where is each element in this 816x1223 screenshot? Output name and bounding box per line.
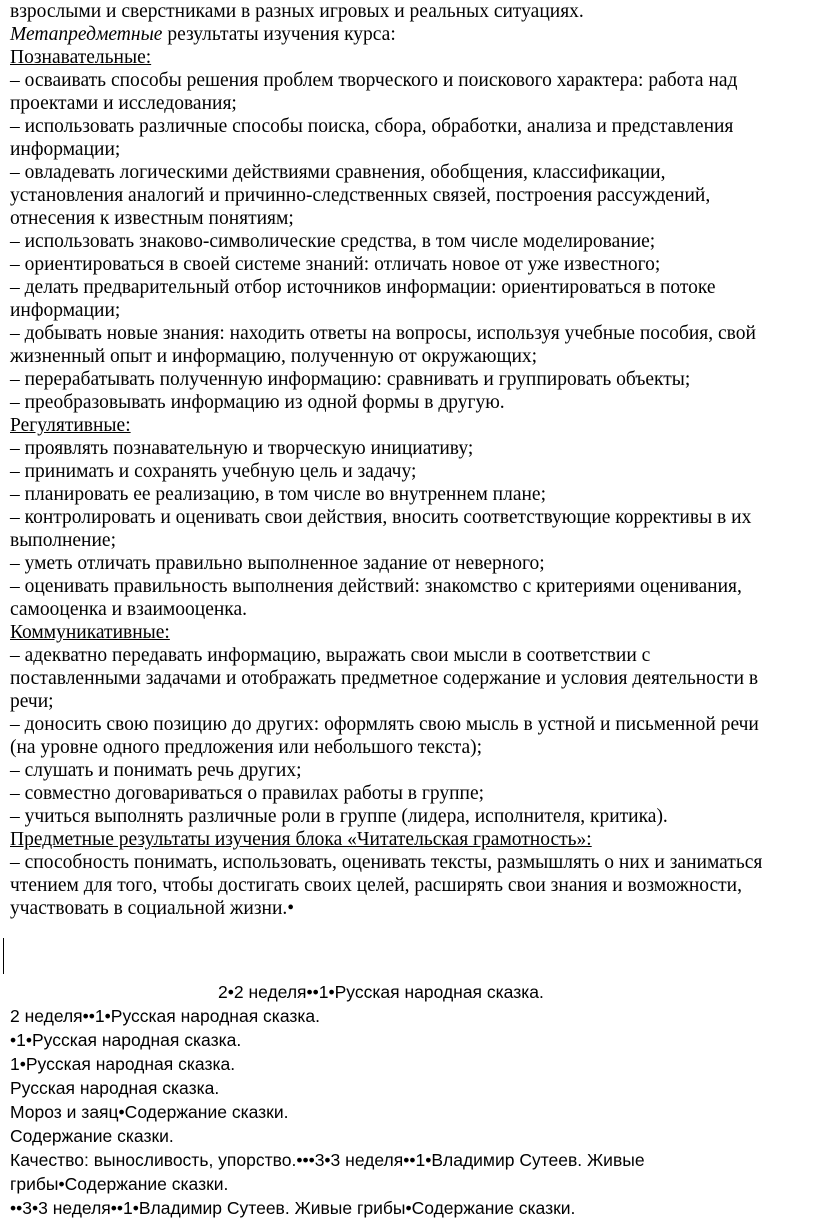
text-line: взрослыми и сверстниками в разных игровых и реальных ситуациях. <box>10 1 584 22</box>
section-heading: Регулятивные: <box>10 415 131 436</box>
section-heading: Предметные результаты изучения блока «Читательская грамотность»: <box>10 829 592 850</box>
text-line: – использовать различные способы поиска, сбора, обработки, анализа и представления <box>10 116 734 137</box>
text-line: – преобразовывать информацию из одной формы в другую. <box>10 392 505 413</box>
text-line: поставленными задачами и отображать предметное содержание и условия деятельности в <box>10 668 759 689</box>
text-line: Содержание сказки. <box>10 1126 174 1146</box>
text-line: жизненный опыт и информацию, полученную от окружающих; <box>10 346 538 367</box>
text-line: ••3•3 неделя••1•Владимир Сутеев. Живые грибы•Содержание сказки. <box>10 1198 576 1218</box>
text-line: самооценка и взаимооценка. <box>10 599 248 620</box>
text-line: – совместно договариваться о правилах работы в группе; <box>10 783 485 804</box>
text-line: установления аналогий и причинно-следственных связей, построения рассуждений, <box>10 185 711 206</box>
section-heading: Познавательные: <box>10 47 152 68</box>
text-line: 1•Русская народная сказка. <box>10 1054 236 1074</box>
text-line: Русская народная сказка. <box>10 1078 220 1098</box>
text-line: – проявлять познавательную и творческую инициативу; <box>10 438 474 459</box>
italic-term: Метапредметные <box>10 24 163 45</box>
cursor-bar <box>3 938 4 974</box>
text-line: грибы•Содержание сказки. <box>10 1174 229 1194</box>
text-line: информации; <box>10 300 121 321</box>
text-line: – доносить свою позицию до других: оформлять свою мысль в устной и письменной речи <box>10 714 759 735</box>
text-line: Качество: выносливость, упорство.•••3•3 неделя••1•Владимир Сутеев. Живые <box>10 1150 645 1170</box>
text-line: •1•Русская народная сказка. <box>10 1030 242 1050</box>
text-line: (на уровне одного предложения или небольшого текста); <box>10 737 483 758</box>
text-line: отнесения к известным понятиям; <box>10 208 294 229</box>
text-line: – учиться выполнять различные роли в группе (лидера, исполнителя, критика). <box>10 806 668 827</box>
text-line: Мороз и заяц•Содержание сказки. <box>10 1102 289 1122</box>
text-line: – принимать и сохранять учебную цель и задачу; <box>10 461 417 482</box>
text-line: информации; <box>10 139 121 160</box>
text-line: – добывать новые знания: находить ответы на вопросы, используя учебные пособия, свой <box>10 323 756 344</box>
text-line: Метапредметные результаты изучения курса: <box>10 24 396 45</box>
text-line: – планировать ее реализацию, в том числе во внутреннем плане; <box>10 484 547 505</box>
text-line: – оценивать правильность выполнения действий: знакомство с критериями оценивания, <box>10 576 742 597</box>
text-line: – овладевать логическими действиями сравнения, обобщения, классификации, <box>10 162 666 183</box>
text-line: 2 неделя••1•Русская народная сказка. <box>10 1006 321 1026</box>
text-line: – способность понимать, использовать, оценивать тексты, размышлять о них и заниматься <box>10 852 763 873</box>
text-line: – адекватно передавать информацию, выражать свои мысли в соответствии с <box>10 645 651 666</box>
text-line: чтением для того, чтобы достигать своих целей, расширять свои знания и возможности, <box>10 875 742 896</box>
text-line: – контролировать и оценивать свои действия, вносить соответствующие коррективы в их <box>10 507 752 528</box>
text-line: 2•2 неделя••1•Русская народная сказка. <box>218 982 544 1002</box>
text-line: – слушать и понимать речь других; <box>10 760 302 781</box>
text-line: – перерабатывать полученную информацию: сравнивать и группировать объекты; <box>10 369 691 390</box>
text-line: выполнение; <box>10 530 117 551</box>
text-line: – ориентироваться в своей системе знаний: отличать новое от уже известного; <box>10 254 661 275</box>
text-line: – уметь отличать правильно выполненное задание от неверного; <box>10 553 545 574</box>
section-heading: Коммуникативные: <box>10 622 170 643</box>
text-line: – делать предварительный отбор источников информации: ориентироваться в потоке <box>10 277 716 298</box>
text-line: – использовать знаково-символические средства, в том числе моделирование; <box>10 231 656 252</box>
text-line: – осваивать способы решения проблем творческого и поискового характера: работа над <box>10 70 738 91</box>
text-line: речи; <box>10 691 54 712</box>
text-line: проектами и исследования; <box>10 93 237 114</box>
text-line: участвовать в социальной жизни.• <box>10 898 295 919</box>
